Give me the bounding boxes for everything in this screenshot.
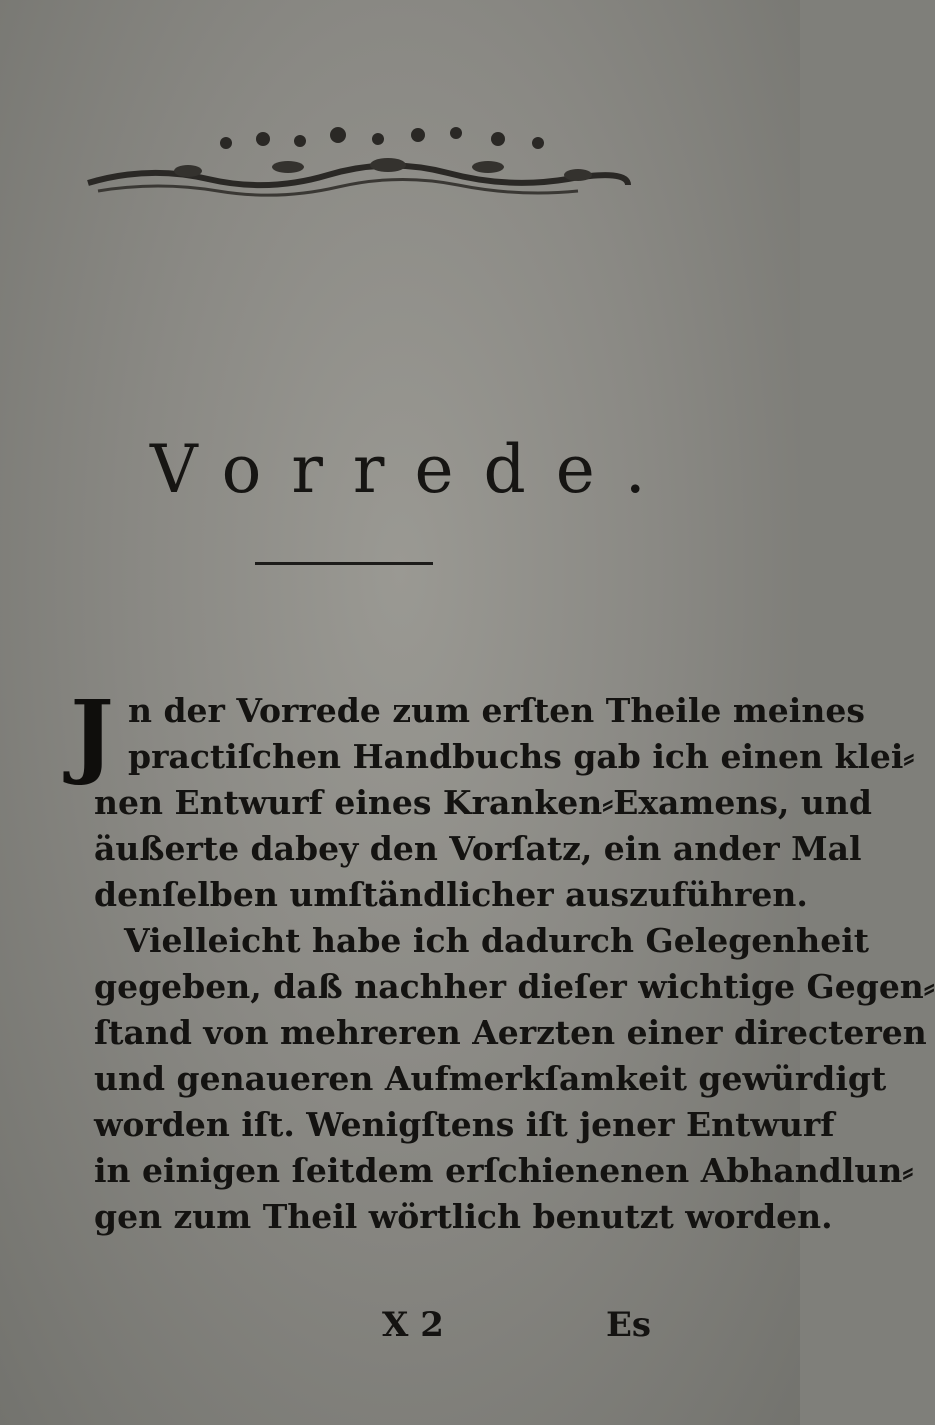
body-text (62, 680, 935, 1240)
text-line: ſtand von mehreren Aerzten einer directeren (94, 1013, 927, 1052)
text-line: practiſchen Handbuchs gab ich einen klei⸗ (128, 737, 915, 776)
text-line: in einigen ſeitdem erſchienenen Abhandlun⸗ (94, 1151, 914, 1190)
decorative-ornament (88, 95, 628, 225)
signature-mark: X 2 (382, 1305, 444, 1345)
text-line: äußerte dabey den Vorſatz, ein ander Mal (94, 829, 862, 868)
text-line: Vielleicht habe ich dadurch Gelegenheit (124, 921, 870, 960)
catchword: Es (606, 1305, 652, 1345)
text-line: nen Entwurf eines Kranken⸗Examens, und (94, 783, 872, 822)
heading-rule (255, 562, 433, 565)
text-line: n der Vorrede zum erſten Theile meines (128, 691, 865, 730)
chapter-heading: Vorrede. (150, 431, 676, 508)
text-line: gegeben, daß nachher dieſer wichtige Gegen⸗ (94, 967, 935, 1006)
text-line: und genaueren Aufmerkſamkeit gewürdigt (94, 1059, 887, 1098)
text-line: denſelben umſtändlicher auszuführen. (94, 875, 808, 914)
text-line: worden iſt. Wenigſtens iſt jener Entwurf (94, 1105, 835, 1144)
text-line: gen zum Theil wörtlich benutzt worden. (94, 1197, 833, 1236)
drop-capital: J (70, 680, 114, 788)
